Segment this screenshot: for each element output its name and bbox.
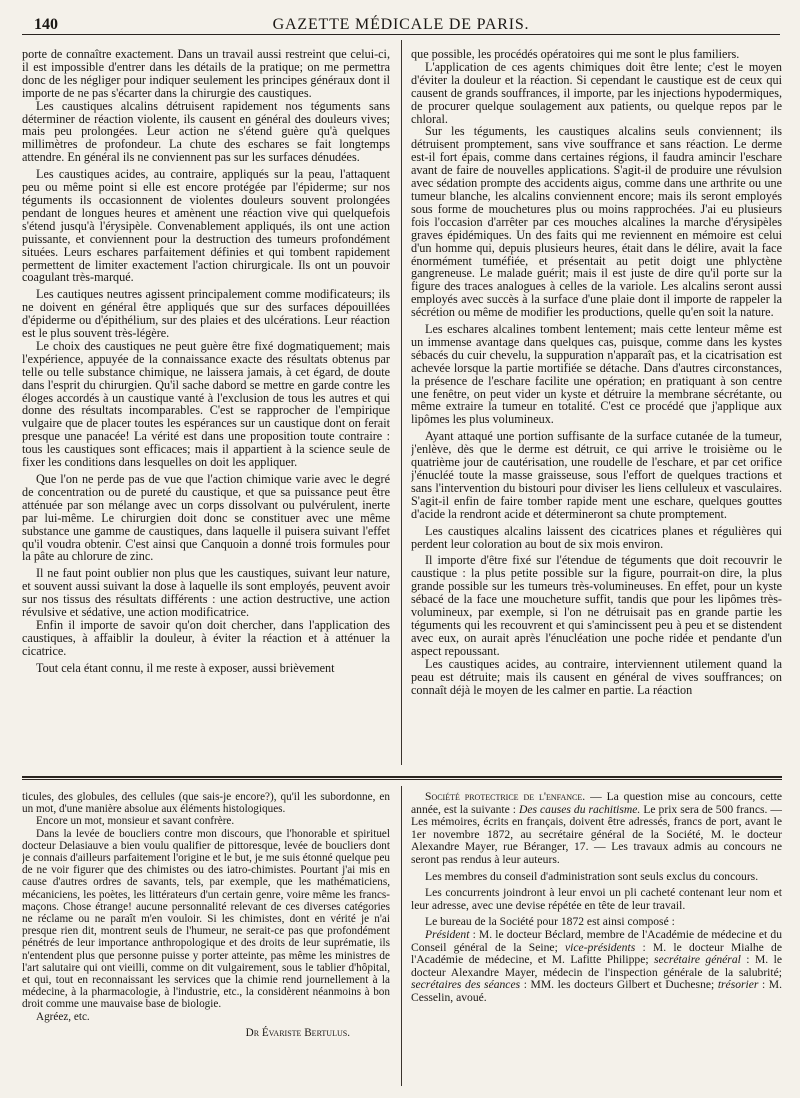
paragraph: ticules, des globules, des cellules (que sais-je encore?), qu'il les subordonne, en un mot, d'une manière absolue aux éléments histologiques. [22,791,390,816]
article-column-left [22,48,390,763]
bureau-member: : M. le docteur Béclard, membre de l'Académie de médecine et du Conseil général de la Seine; [411,927,782,954]
paragraph [411,791,782,867]
paragraph: Les concurrents joindront à leur envoi un pli cacheté contenant leur nom et leur adresse, avec une devise répétée en tête de leur travail. [411,886,782,912]
column-divider-bottom [401,786,402,1086]
paragraph: Les eschares alcalines tombent lentement; mais cette lenteur même est un immense avantage dans quelques cas, puisque, comme dans les kystes sébacés du cuir chevelu, la suppuration n'apparaît pas, et la cicatrisation est achevée lorsque la partie mortifiée se détache. Dans d'autres circonstances, la présence de l'eschare facilite une opération; en pratiquant à son centre une fenêtre, on peut vider un kyste et détruire la membrane sécrétante, ou même extraire la tumeur en totalité. C'est ce procédé que j'applique aux lipômes les plus volumineux. [411,322,782,427]
paragraph: L'application de ces agents chimiques doit être lente; c'est le moyen d'éviter la douleur et la réaction. Si cependant le caustique est de ceux qui causent de grands souffrances, il importe, par les injections hypodermiques, de procurer quelque soulagement aux patients, ou quelque repos par le chloral. [411,59,782,126]
signature: Dr Évariste Bertulus. [245,1026,350,1039]
paragraph: Ayant attaqué une portion suffisante de la surface cutanée de la tumeur, j'enlève, dès que le derme est détruit, ce qui arrive le troisième ou le quatrième jour de cautérisation, une roudelle de l'eschare, et par cet orifice j'énucléé toute la masse graisseuse, sous l'effort de quelques tractions et sans l'intervention du bistouri pour diviser les liens celluleux et vasculaires. S'agit-il enfin de faire tomber rapide ment une eschare, quelques gouttes d'acide la rendront acide et détermineront sa chute promptement. [411,429,782,521]
section-divider [22,776,782,778]
paragraph: Tout cela étant connu, il me reste à exposer, aussi brièvement [36,660,335,675]
paragraph: porte de connaître exactement. Dans un travail aussi restreint que celui-ci, il est impossible d'entrer dans les détails de la pratique; on me permettra donc de les négliger pour indiquer seulement les principes généraux dont il importe de ne pas s'écarter dans la chirurgie des caustiques. [22,48,390,100]
paragraph: Encore un mot, monsieur et savant confrère. [36,815,235,828]
bureau-role: Président [425,927,470,941]
news-column [411,791,782,1091]
article-column-right [411,48,782,763]
bureau-role: secrétaires des séances [411,978,521,992]
bureau-member: : M. le docteur Mialhe de l'Académie de médecine, et M. Lafitte Philippe; [411,940,782,967]
paragraph: Il ne faut point oublier non plus que les caustiques, suivant leur nature, et souvent aussi suivant la dose à laquelle ils sont employés, peuvent avoir sur nos tissus des résultats différents : une action destructive, une action révulsive et sédative, une action modificatrice. [22,566,390,620]
page-header [22,6,780,35]
bureau-member: : M. le docteur Alexandre Mayer, médecin de l'inspection générale de la salubrité; [411,953,782,979]
paragraph: Que l'on ne perde pas de vue que l'action chimique varie avec le degré de concentration ou de pureté du caustique, et que sa puissance peut être atténuée par son mélange avec un corps dissolvant ou pulvérulent, inerte par lui-même. Le chirurgien doit donc se constituer avec une même substance une gamme de caustiques, dans laquelle il puisera suivant l'effet qu'il voudra obtenir. C'est ainsi que Canquoin a donné trois formules pour la pâte au chlorure de zinc. [22,472,390,564]
bureau-role: secrétaire général [654,953,741,967]
paragraph: Les caustiques acides, au contraire, appliqués sur la peau, l'attaquent peu ou même point si elle est encore protégée par l'épiderme; sur nos téguments ils occasionnent de violentes douleurs souvent prolongées pendant de longues heures et amènent une réaction vive qui quelquefois s'étend jusqu'à l'érysipèle. Convenablement appliqués, ils ont une action puissante, et conviennent pour la destruction des tumeurs profondément situées. Leurs eschares parfaitement définies et qui tombent rapidement permettent de limiter exactement l'action chirurgicale. Ils ont un pouvoir coagulant très-marqué. [22,167,390,285]
paragraph: Les caustiques acides, au contraire, interviennent utilement quand la peau est détruite; mais ils causent en général de vives souffrances; on connaît déjà le moyen de les calmer en partie. La réaction [411,656,782,697]
paragraph: Sur les téguments, les caustiques alcalins seuls conviennent; ils détruisent promptement, sans vive souffrance et sans réaction. Le derme est-il fort épais, comme dans certaines régions, il faudra amincir l'eschare avant de faire de nouvelles applications. S'agit-il de produire une révulsion avec sédation prompte des accidents aigus, comme dans une arthrite ou une tumeur blanche, les alcalins conviennent encore; mais ils seront employés sous forme de mouchetures plus ou moins rapprochées. J'ai eu plusieurs fois l'occasion d'arrêter par ces mouches alcalines la marche d'érysipèles graves épidémiques. Un des faits qui me reviennent en mémoire est celui d'un homme qui, depuis plusieurs heures, était dans le délire, avait la face énormément tuméfiée, et présentait au petit doigt une phlyctène gangreneuse. Le malade guérit; mais il est juste de dire qu'il porte sur la figure des traces analogues à celles de la variole. Les alcalins seront aussi employés avec succès à la surface d'une plaie dont il importe de rappeler la sécrétion ou même de modifier les productions, quelle qu'en soit la nature. [411,124,782,320]
paragraph [411,929,782,1005]
section-divider-thin [22,779,782,780]
bureau-member: : MM. les docteurs Gilbert et Duchesne; [520,978,718,992]
paragraph: Enfin il importe de savoir qu'on doit chercher, dans l'application des caustiques, à affaiblir la douleur, à éviter la réaction et à atténuer la cicatrice. [22,617,390,658]
paragraph: Il importe d'être fixé sur l'étendue de téguments que doit recouvrir le caustique : la plus petite possible sur la figure, pourrait-on dire, la plus grande possible sur les tumeurs très-volumineuses. En effet, pour un kyste sébacé de la face une moucheture suffit, tandis que pour les lipômes très-volumineux, par exemple, si l'on ne détruisait pas en grande partie les téguments qui les recouvrent et qui s'amincissent peu à peu et se distendent avec eux, on aurait après l'énucléation une poche ridée et pendante d'un aspect repoussant. [411,553,782,658]
page-number: 140 [34,16,58,33]
paragraph: Agréez, etc. [36,1010,90,1023]
paragraph: Le choix des caustiques ne peut guère être fixé dogmatiquement; mais l'expérience, appuyée de la connaissance exacte des résultats obtenus par telle ou telle substance chimique, ne laissera jamais, à cet égard, de doute dans l'esprit du chirurgien. Qu'il sache dabord se mettre en garde contre les éloges accordés à un caustique vanté à l'exclusion de tous les autres et qui donne des résultats incomparables. C'est se rapprocher de l'empirique vulgaire que de placer toutes les espérances sur un caustique dont on ferait presque une panacée! La vérité est dans une proposition toute contraire : tous les caustiques sont efficaces; mais il appartient à la science seule de fixer les conditions dans lesquelles on doit les appliquer. [22,338,390,470]
letter-column [22,791,390,1091]
contest-question: Des causes du rachitisme. [518,802,641,816]
paragraph: Les caustiques alcalins laissent des cicatrices planes et régulières qui perdent leur coloration au bout de six mois environ. [411,523,782,551]
paragraph: Les cautiques neutres agissent principalement comme modificateurs; ils ne doivent en général être appliqués que sur des surfaces dépouillées d'épiderme ou d'épithélium, sur des plaies et des ulcérations. Leur réaction est le plus souvent très-légère. [22,287,390,341]
journal-title: GAZETTE MÉDICALE DE PARIS. [272,16,530,33]
paragraph: Le bureau de la Société pour 1872 est ainsi composé : [425,915,675,929]
society-name: Société protectrice de l'enfance. [425,791,586,803]
bureau-role: trésorier [717,978,759,992]
bureau-role: vice-présidents [565,940,636,954]
paragraph: Les caustiques alcalins détruisent rapidement nos téguments sans déterminer de réaction violente, ils causent en général des douleurs vives; mais peu prolongées. Leur action ne s'étend guère qu'à quelques millimètres de profondeur. La chute des eschares se fait longtemps attendre. En général ils ne conviennent pas sur les surfaces dénudées. [22,98,390,165]
bureau-member: : M. Cesselin, avoué. [411,978,782,1004]
announcement-intro: — La question mise au concours, cette année, est la suivante : [411,791,782,816]
paragraph: Dans la levée de boucliers contre mon discours, que l'honorable et spirituel docteur Delasiauve a bien voulu qualifier de pittoresque, levée de boucliers dont je connais d'ailleurs parfaitement l'origine et le but, je me suis étonné quelque peu de ne voir figurer que des chimistes ou des iatro-chimistes. Pourtant j'ai mis en cause d'autres ordres de savants, tels, par exemple, que les mathématiciens, mécaniciens, les poètes, les littérateurs d'un certain genre, voire même les francs-maçons. Chose étrange! aucune personnalité relevant de ces diverses catégories ne réclame ou ne paraît m'en vouloir. Si les chimistes, dont en vérité je n'ai presque rien dit, montrent seuls de l'humeur, ne serait-ce pas que profondément pénétrés de leur importance anthropologique et des droits de leur suprématie, ils n'entendent plus que personne puisse y porter atteinte, pas même les ministres de l'art salutaire qui ont vieilli, comme on dit vulgairement, sous le tablier d'hôpital, et qui, tout en reconnaissant les services que la chimie rend journellement à la médecine, à la pharmacologie, à l'industrie, etc., la considèrent néanmoins à bon droit comme une mauvaise base de biologie. [22,827,390,1011]
announcement-rest: Le prix sera de 500 francs. — Les mémoires, écrits en français, doivent être adressés, francs de port, avant le 1er novembre 1872, au secrétaire général de la Société, M. le docteur Alexandre Mayer, rue Béranger, 17. — Les travaux admis au concours ne seront pas rendus à leur auteurs. [411,802,782,866]
paragraph: que possible, les procédés opératoires qui me sont le plus familiers. [411,48,740,61]
column-divider-top [401,40,402,765]
paragraph: Les membres du conseil d'administration sont seuls exclus du concours. [425,869,759,883]
